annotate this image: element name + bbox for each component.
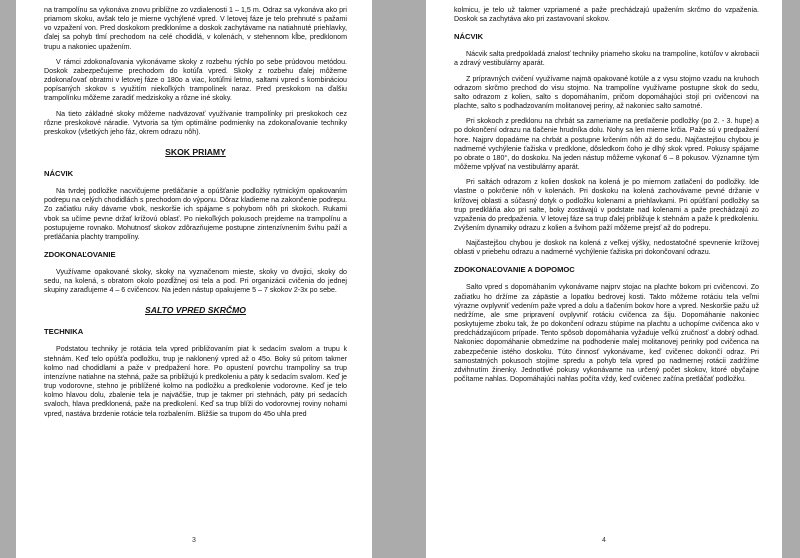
heading-salto-vpred: SALTO VPRED SKRČMO bbox=[145, 305, 246, 316]
page-3 bbox=[16, 0, 372, 558]
paragraph: Podstatou techniky je rotácia tela vpred približovaním piat k sedacím svalom a trupu k stehnám. Keď telo opúšťa podložku, trup je naklonený vpred až o 45o. Boky sú pritom takmer kolmo nad chodidlami a paže v predpažení hore. Po opustení povrchu trampolíny sa trup intenzívne natiahne na stehná, paže sa približujú k predkoleniu a päty k sedacím svalom. Keď je trup vodorovne, stehno je priblížené kolmo na podložku a predkolenie vodorovne. Keď je telo kolmo hlavou dolu, zbalenie tela je najväčšie, trup je takmer pri stehnách, päty pri sedacích svaloch, hlava predklonená, paže na predkolení. Keď sa trup blíži do vodorovnej roviny nohami vpred, nastáva brzdenie rotácie tela rozbalením. Bližšie sa trupom do 45o uhla pred bbox=[44, 345, 347, 418]
paragraph: Nácvik salta predpokladá znalosť techniky priameho skoku na trampolíne, kotúľov v akrobacii a zdravý vestibulárny aparát. bbox=[454, 50, 759, 68]
heading-technika: TECHNIKA bbox=[44, 327, 84, 337]
paragraph: V rámci zdokonaľovania vykonávame skoky z rozbehu rýchlo po sebe prúdovou metódou. Doskok zabezpečujeme prechodom do kotúľa vpred. Skoky z rozbehu ďalej môžeme zdokonaľovať obratmi v letovej fáze o 180o a viac, kotúľmi letmo, saltami vpred s kombináciou popísaných skokov s využitím niekoľkých trampolínek naraz. Pred preskokom na ďalšiu trampolínku môžeme zaradiť medziskoky a rôzne iné skoky. bbox=[44, 57, 347, 103]
paragraph: Pri skokoch z predklonu na chrbát sa zameriame na pretlačenie podložky (po 2. - 3. hupe) a po dokončení odrazu na tlačenie hrudníka dolu. Nohy sa len mierne krčia. Paže sú v predpažení hore. Najprv dopadáme na chrbát a postupne krčením nôh až do sedu. Najčastejšou chybou je nadmerné vychýlenie ťažiska v predklone, dôsledkom čoho je dlhý skok vpred. Pokusy spájame po obrate o 180°, do doskoku. Na jeden nástup môžeme vykonať 6 – 8 pokusov. Významne tým môžeme vplývať na vestibulárny aparát. bbox=[454, 117, 759, 172]
paragraph: Na tieto základné skoky môžeme nadväzovať využívanie trampolínky pri preskokoch cez rôzne preskokové náradie. Vytvoria sa tým optimálne podmienky na zdokonaľovanie techniky preskokov (všetkých jeho fáz, okrem odrazu nôh). bbox=[44, 109, 347, 136]
paragraph: kolmicu, je telo už takmer vzpriamené a paže prechádzajú upažením skrčmo do vzpaženia. Doskok sa zachytáva ako pri zastavovaní skokov. bbox=[454, 6, 759, 24]
paragraph: Využívame opakované skoky, skoky na vyznačenom mieste, skoky vo dvojici, skoky do sedu, na kolená, s obratom okolo pozdĺžnej osi tela a pod. Pri organizácii cvičenia do jednej skupiny zaraďujeme 4 – 6 cvičencov. Na jeden nástup opakujeme 5 – 7 skokov 2-3x po sebe. bbox=[44, 267, 347, 295]
page-4 bbox=[426, 0, 782, 558]
paragraph: Na tvrdej podložke nacvičujeme pretláčanie a opúšťanie podložky rytmickým opakovaním podrepu na celých chodidlách s prechodom do výponu. Dôraz kladieme na zakončenie podrepu. Zo začiatku ruky dávame vbok, neskoršie ich spájame s pohybom nôh pri skokoch. Rukami vbok sa učíme pevne držať krížovú oblasť. Po niekoľkých pokusoch prejdeme na trampolínu a postupujeme rovnako. Mohutnosť skokov zdôrazňujeme postupne zintenzívnením švihu paží a pretláčania plachty trampolíny. bbox=[44, 187, 347, 241]
page-number: 3 bbox=[192, 536, 196, 544]
paragraph: Z prípravných cvičení využívame najmä opakované kotúle a z vysu stojmo vzadu na kruhoch odrazom skrčmo prechod do visu stojmo. Na trampolíne využívame postupne skok do sedu, salto odrazom z kolien, salto s dopomáhaním, pričom dopomáhajúci stojí pri cvičencovi na plachte, salto s podhadzovaním molitanovej periny, až nakoniec salto samotné. bbox=[454, 74, 759, 111]
heading-nacvik: NÁCVIK bbox=[44, 169, 74, 179]
paragraph: Najčastejšou chybou je doskok na kolená z veľkej výšky, nedostatočné spevnenie krížovej oblasti v priebehu odrazu a nadmerné vychýlenie ťažiska pri dokončovaní odrazu. bbox=[454, 239, 759, 257]
paragraph: na trampolínu sa vykonáva znovu približne zo vzdialenosti 1 – 1,5 m. Odraz sa vykonáva ako pri priamom skoku, avšak telo je mierne vychýlené vpred. V letovej fáze je telo prehnuté s pažami vo vzpažení von. Pred doskokom predkloníme a doskok zachytávame na natiahnuté priehlavky, ďalej sa pohyb tlmí prechodom na celé chodidlá, v kolenách, v stehennom kĺbe, predklonom trupu a nakoniec upažením. bbox=[44, 6, 347, 51]
page-number: 4 bbox=[602, 536, 606, 544]
paragraph: Salto vpred s dopomáhaním vykonávame najprv stojac na plachte bokom pri cvičencovi. Zo začiatku ho držíme za zápästie a lopatku bedrovej kosti. Takto môžeme rotáciu tela veľmi výrazne ovplyvniť vedením paže vpred a dolu a tlačením bokov hore a vpred. Neskoršie pažu už nedržíme, ale sme pripravení ovplyvniť rotáciu cvičenca za šiju. Dopomáhanie nakoniec poskytujeme zboku tak, že po dokončení odrazu stúpime na plachtu a uchopíme cvičenca ako v predchádzajúcom prípade. Tento spôsob dopomáhania vyžaduje veľkú zručnosť a dobrý odhad. Nakoniec dopomáhanie obmedzíme na podhodenie malej molitanovej perinky pod cvičenca na zabezpečenie istého doskoku. Túto činnosť vykonávame, keď cvičenec dokončí odraz. Pri samostatných pokusoch stojíme spredu a pohyb tela vpred po nadmernej rotácii zadržíme zdvihnutím žinenky. Jednotlivé pokusy vykonávame na určený počet skokov, ktoré obyčajne počítame nahlas. Dopomáhajúci nahlas počíta vždy, keď cvičenec začína pretláčať podložku. bbox=[454, 283, 759, 383]
paragraph: Pri saltách odrazom z kolien doskok na kolená je po miernom zatlačení do podložky. Ide vlastne o pokrčenie nôh v kolenách. Pri doskoku na kolená zachovávame pevné držanie v krížovej oblasti a súčasný dotyk o podložku kolenami a priehlavkami. Pri opúšťaní podložky sa trup predkláňa ako pri salte, boky zostávajú v podstate nad kolenami a paže prechádzajú zo vzpaženia do predpaženia. V letovej fáze sa trup ďalej približuje k stehnám a paže k predkoleniu. Zvýšením dynamiky odrazu z kolien a švihom paží môžeme prejsť až do podrepu. bbox=[454, 178, 759, 232]
heading-nacvik: NÁCVIK bbox=[454, 32, 484, 42]
heading-zdokonalovanie-a-dopomoc: ZDOKONAĽOVANIE A DOPOMOC bbox=[454, 265, 575, 275]
heading-zdokonalovanie: ZDOKONAĽOVANIE bbox=[44, 249, 116, 259]
heading-skok-priamy: SKOK PRIAMY bbox=[165, 147, 226, 158]
